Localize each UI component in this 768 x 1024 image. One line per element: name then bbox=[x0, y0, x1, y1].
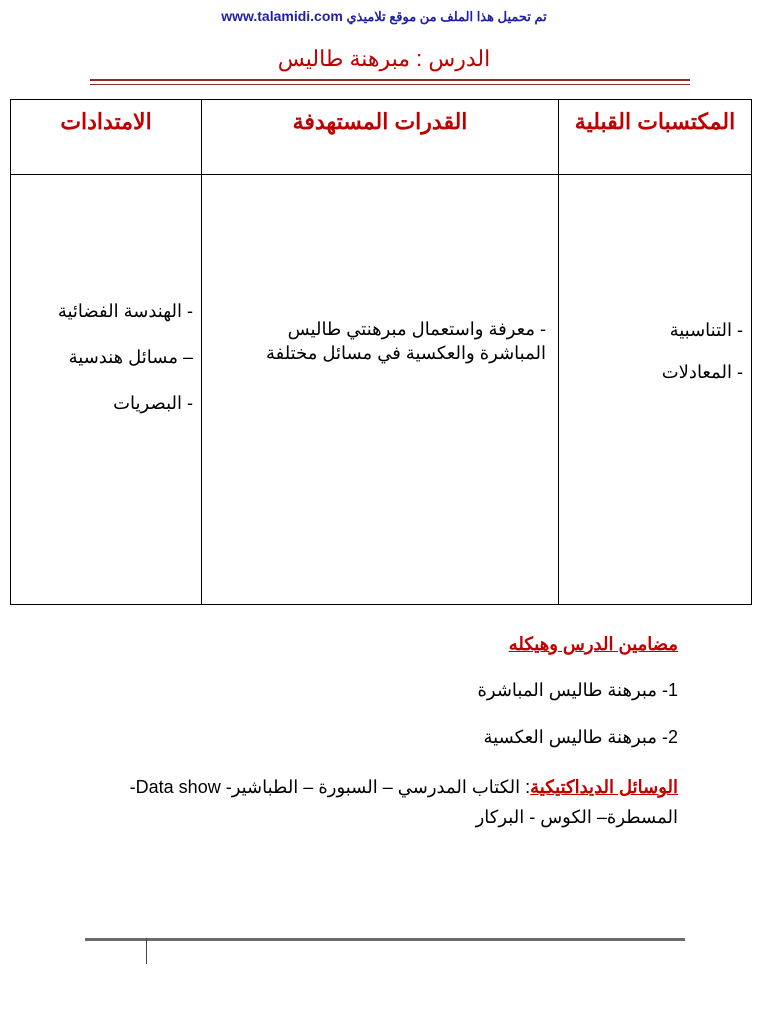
extensions-cell bbox=[11, 175, 202, 605]
didactic-tools-label: الوسائل الديداكتيكية bbox=[530, 777, 678, 797]
list-item: - البصريات bbox=[113, 393, 193, 413]
lesson-title: الدرس : مبرهنة طاليس bbox=[277, 46, 491, 71]
prior-knowledge-list bbox=[662, 318, 743, 402]
header-target-skills: القدرات المستهدفة bbox=[202, 100, 559, 175]
download-note bbox=[0, 8, 768, 25]
title-divider-thick bbox=[90, 79, 690, 81]
footer-tick-mark bbox=[146, 938, 147, 964]
target-skills-cell bbox=[202, 175, 559, 605]
list-item: – مسائل هندسية bbox=[68, 347, 193, 367]
site-url-link[interactable]: www.talamidi.com bbox=[221, 8, 343, 24]
header-extensions: الامتدادات bbox=[11, 100, 202, 175]
list-item: - التناسبية bbox=[669, 320, 743, 340]
list-item: 2- مبرهنة طاليس العكسية bbox=[483, 727, 678, 747]
table-header-row bbox=[11, 100, 752, 175]
table-content-row bbox=[11, 175, 752, 605]
title-divider-thin bbox=[90, 84, 690, 85]
list-item: - المعادلات bbox=[661, 362, 743, 382]
target-skills-text: - معرفة واستعمال مبرهنتي طاليس المباشرة والعكسية في مسائل مختلفة bbox=[265, 319, 546, 363]
list-item: 1- مبرهنة طاليس المباشرة bbox=[477, 680, 678, 700]
lesson-plan-table bbox=[10, 99, 752, 605]
prior-knowledge-cell bbox=[559, 175, 752, 605]
list-item: - الهندسة الفضائية bbox=[57, 301, 193, 321]
didactic-tools bbox=[78, 772, 678, 832]
footer-divider bbox=[85, 938, 685, 941]
header-prior-knowledge: المكتسبات القبلية bbox=[559, 100, 752, 175]
extensions-list bbox=[58, 299, 193, 437]
didactic-tools-text: الكتاب المدرسي – السبورة – الطباشير- Data show- المسطرة– الكوس - البركار bbox=[129, 777, 678, 827]
download-note-text: تم تحميل هذا الملف من موقع تلاميذي bbox=[346, 9, 547, 24]
contents-heading: مضامين الدرس وهيكله bbox=[508, 634, 678, 654]
didactic-tools-separator: : bbox=[525, 777, 531, 797]
